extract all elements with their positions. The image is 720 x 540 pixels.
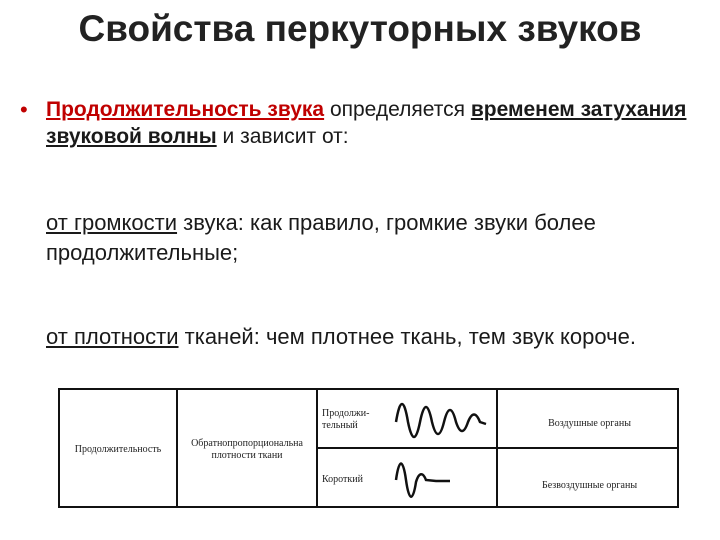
term-loudness: от громкости (46, 210, 178, 235)
sound-duration-table (58, 388, 679, 508)
short-wave-graph (390, 456, 490, 504)
term-density: от плотности (46, 324, 179, 349)
term-duration: Продолжительность звука (46, 98, 325, 121)
cell-property: Продолжительность (74, 444, 162, 455)
cell-long-organs: Воздушные органы (548, 418, 631, 429)
cell-short-label: Короткий (322, 474, 363, 485)
cell-relation: Обратнопропорциональна плотности ткани (191, 438, 303, 461)
paragraph-density (46, 322, 716, 352)
term-decay-time: временем затухания звуковой волны (46, 98, 687, 148)
paragraph-loudness (46, 208, 716, 268)
table-row-divider (316, 447, 677, 449)
text-loudness: звука: как правило, громкие звуки более продолжительные; (46, 210, 596, 265)
text-depends-on: и зависит от: (216, 125, 349, 148)
cell-long-label: Продолжи- тельный (322, 408, 370, 431)
text-defined-by: определяется (324, 98, 471, 121)
paragraph-duration-text (46, 96, 696, 150)
text-density: тканей: чем плотнее ткань, тем звук короче. (178, 324, 636, 349)
slide-title: Свойства перкуторных звуков (78, 8, 642, 49)
bullet-marker: • (20, 97, 28, 122)
long-wave-graph (390, 396, 490, 444)
cell-short-organs: Безвоздушные органы (541, 480, 638, 491)
